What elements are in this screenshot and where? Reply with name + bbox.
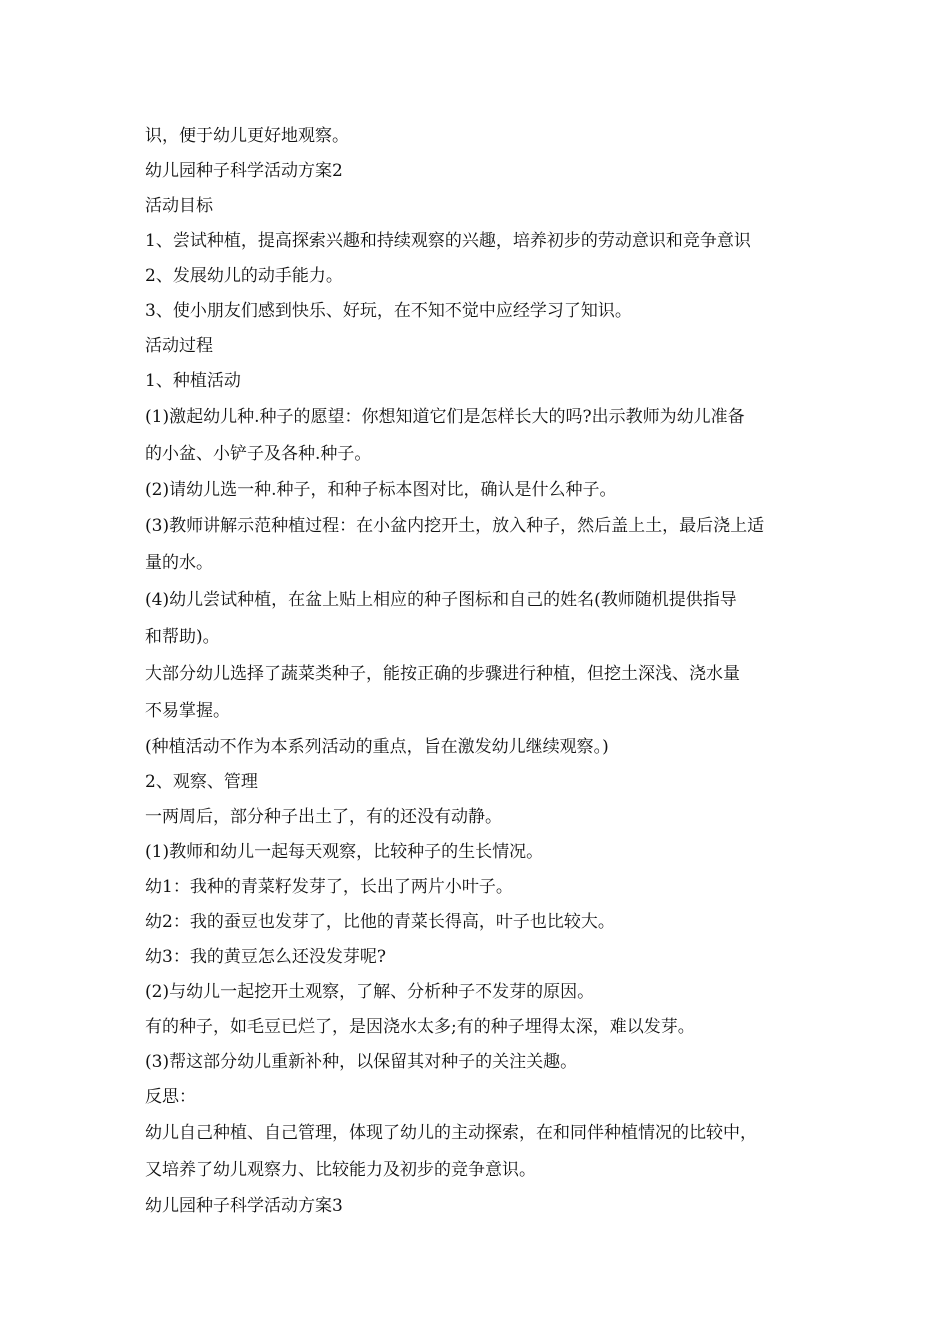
document-body [145,119,815,1224]
section-title: 幼儿园种子科学活动方案3 [145,1196,343,1216]
text-line: 1、种植活动 [145,371,241,391]
text-line: (4)幼儿尝试种植，在盆上贴上相应的种子图标和自己的姓名(教师随机提供指导 [145,590,737,610]
subheading: 反思： [145,1087,196,1107]
text-line: 大部分幼儿选择了蔬菜类种子，能按正确的步骤进行种植，但挖土深浅、浇水量 [145,664,740,684]
text-line: (2)请幼儿选一种.种子，和种子标本图对比，确认是什么种子。 [145,480,617,500]
text-line: 2、发展幼儿的动手能力。 [145,266,343,286]
text-line: (1)激起幼儿种.种子的愿望：你想知道它们是怎样长大的吗?出示教师为幼儿准备 [145,407,745,427]
text-line: 幼1：我种的青菜籽发芽了，长出了两片小叶子。 [145,877,513,897]
text-line: 不易掌握。 [145,701,230,721]
text-line: 幼2：我的蚕豆也发芽了，比他的青菜长得高，叶子也比较大。 [145,912,615,932]
text-line: 识，便于幼儿更好地观察。 [145,126,349,146]
text-line: 和帮助)。 [145,627,220,647]
text-line: 幼儿自己种植、自己管理，体现了幼儿的主动探索，在和同伴种植情况的比较中， [145,1123,757,1143]
text-line: 幼3：我的黄豆怎么还没发芽呢? [145,947,386,967]
text-line: (种植活动不作为本系列活动的重点，旨在激发幼儿继续观察。) [145,737,609,757]
text-line: (3)教师讲解示范种植过程：在小盆内挖开土，放入种子，然后盖上土，最后浇上适 [145,516,765,536]
text-line: 量的水。 [145,553,213,573]
text-line: 2、观察、管理 [145,772,258,792]
text-line: 又培养了幼儿观察力、比较能力及初步的竞争意识。 [145,1160,536,1180]
text-line: (2)与幼儿一起挖开土观察，了解、分析种子不发芽的原因。 [145,982,595,1002]
text-line: (1)教师和幼儿一起每天观察，比较种子的生长情况。 [145,842,544,862]
text-line: (3)帮这部分幼儿重新补种，以保留其对种子的关注关趣。 [145,1052,578,1072]
text-line: 的小盆、小铲子及各种.种子。 [145,444,372,464]
text-line: 一两周后，部分种子出土了，有的还没有动静。 [145,807,502,827]
text-line: 有的种子，如毛豆已烂了，是因浇水太多;有的种子埋得太深，难以发芽。 [145,1017,695,1037]
subheading: 活动目标 [145,196,213,216]
text-line: 1、尝试种植，提高探索兴趣和持续观察的兴趣，培养初步的劳动意识和竞争意识 [145,231,751,251]
text-line: 3、使小朋友们感到快乐、好玩，在不知不觉中应经学习了知识。 [145,301,632,321]
subheading: 活动过程 [145,336,213,356]
section-title: 幼儿园种子科学活动方案2 [145,161,343,181]
